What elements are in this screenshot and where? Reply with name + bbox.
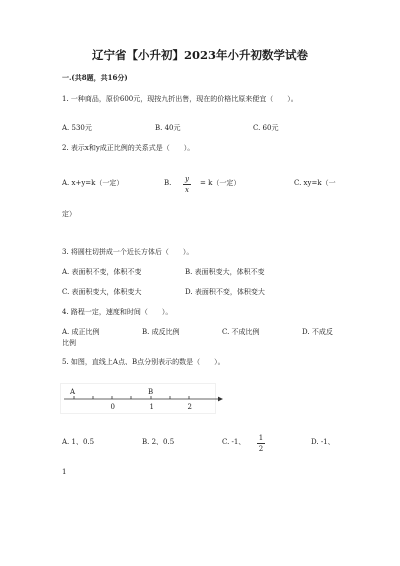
- fraction-bar: [183, 184, 191, 185]
- question-2-option-a: A. x+y=k（一定）: [62, 179, 124, 187]
- question-4-option-c: C. 不成比例: [222, 328, 260, 336]
- question-2-option-c: C. xy=k（一: [294, 179, 336, 187]
- fraction-denominator: x: [185, 186, 189, 194]
- tick-label-1: 1: [149, 403, 154, 411]
- fraction-bar: [257, 443, 265, 444]
- question-5-option-c-fraction: [257, 434, 265, 453]
- fraction-numerator: 1: [258, 434, 264, 442]
- question-3-option-b: B. 表面积变大，体积不变: [185, 268, 265, 276]
- question-3-option-c: C. 表面积变大，体积变大: [62, 288, 142, 296]
- question-3-option-a: A. 表面积不变，体积不变: [62, 268, 142, 276]
- question-5-option-d: D. -1、: [311, 438, 335, 446]
- number-line-figure: [60, 383, 226, 417]
- question-4-stem: 4. 路程一定，速度和时间（ ）。: [62, 308, 173, 316]
- question-2-stem: 2. 表示x和y成正比例的关系式是（ ）。: [62, 144, 195, 152]
- question-4-option-a: A. 成正比例: [62, 328, 100, 336]
- point-a-label: A: [70, 388, 76, 396]
- question-1-stem: 1. 一种商品，原价600元，现按九折出售，现在的价格比原来便宜（ ）。: [62, 95, 298, 103]
- question-5-option-c-label: C. -1、: [222, 438, 246, 446]
- question-2-option-b-rest: = k（一定）: [200, 179, 241, 187]
- question-5-stem: 5. 如图，直线上A点、B点分别表示的数是（ ）。: [62, 358, 225, 366]
- question-3-stem: 3. 将圆柱切拼成一个近长方体后（ ）。: [62, 248, 194, 256]
- question-2-option-b-label: B.: [164, 179, 172, 187]
- question-1-option-b: B. 40元: [155, 124, 181, 132]
- question-3-option-d: D. 表面积不变，体积变大: [185, 288, 265, 296]
- question-4-option-d: D. 不成反: [302, 328, 333, 336]
- question-4-option-d-continued: 比例: [62, 339, 76, 347]
- tick-label-0: 0: [110, 403, 115, 411]
- fraction-denominator: 2: [258, 445, 264, 453]
- point-b-label: B: [148, 388, 154, 396]
- question-4-option-b: B. 成反比例: [142, 328, 180, 336]
- page-title: 辽宁省【小升初】2023年小升初数学试卷: [91, 48, 308, 62]
- question-5-option-b: B. 2、0.5: [142, 438, 175, 446]
- fraction-numerator: y: [185, 175, 189, 183]
- question-2-option-c-continued: 定）: [62, 210, 76, 218]
- question-2-option-b-fraction: [183, 175, 191, 194]
- question-1-option-c: C. 60元: [253, 124, 279, 132]
- section-heading: 一.(共8题，共16分): [62, 73, 128, 82]
- question-1-option-a: A. 530元: [62, 124, 92, 132]
- page-number: 1: [62, 468, 67, 476]
- tick-label-2: 2: [187, 403, 192, 411]
- question-5-option-a: A. 1、0.5: [62, 438, 95, 446]
